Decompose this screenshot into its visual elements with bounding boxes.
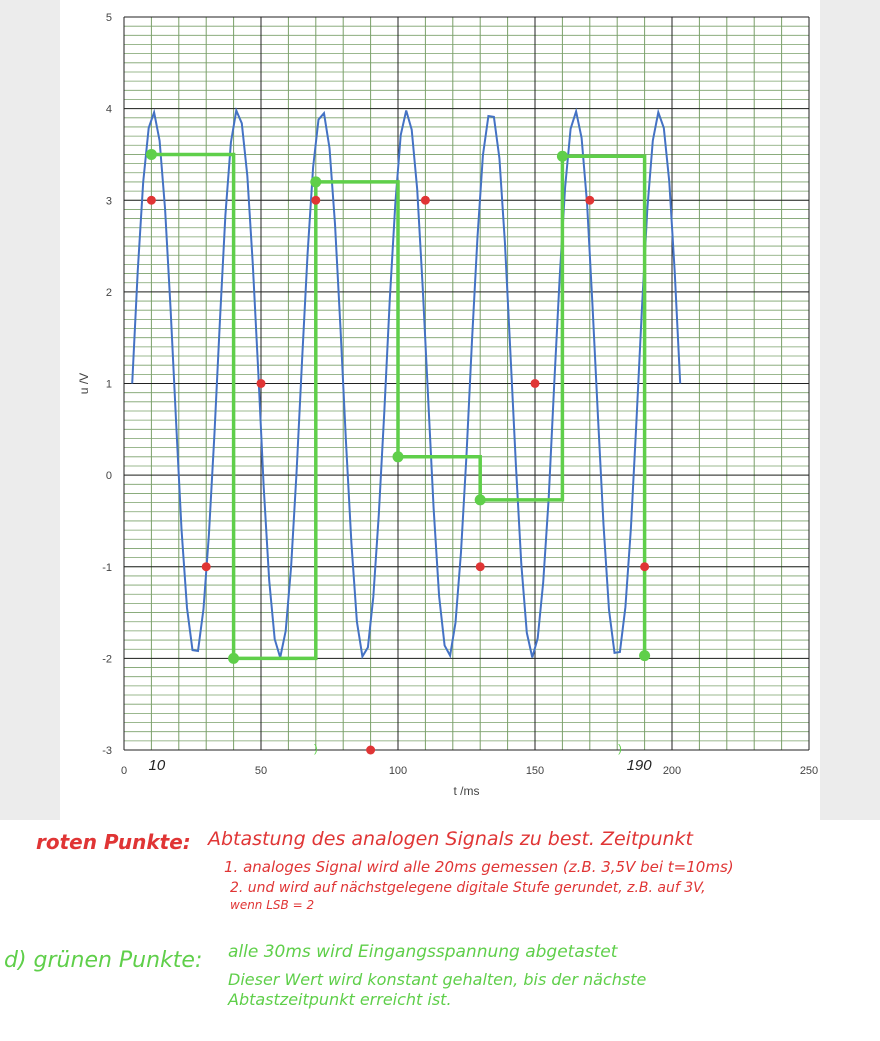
green-note-line-2: Dieser Wert wird konstant gehalten, bis der nächste [228, 970, 647, 989]
sample-hold-point [475, 494, 486, 505]
quantized-sample-point [366, 746, 375, 755]
quantized-sample-point [476, 562, 485, 571]
x-tick-label: 50 [254, 765, 268, 777]
handwritten-notes [0, 820, 880, 1041]
quantized-sample-point [147, 196, 156, 205]
small-mark: ) [313, 743, 318, 755]
x-tick-label: 0 [120, 765, 128, 777]
quantized-sample-point [202, 562, 211, 571]
y-tick-label: 4 [105, 103, 112, 116]
x-tick-label: 200 [662, 765, 682, 777]
small-mark: ) [618, 743, 622, 755]
quantized-sample-point [640, 562, 649, 571]
y-tick-label: -2 [102, 653, 112, 666]
y-tick-label: 5 [105, 12, 112, 24]
sample-hold-point [639, 650, 650, 661]
quantized-sample-point [585, 196, 594, 205]
quantized-sample-point [257, 379, 266, 388]
x-axis-label: t /ms [453, 784, 480, 798]
sample-hold-point [557, 151, 568, 162]
green-note-line-1: alle 30ms wird Eingangsspannung abgetastet [228, 942, 618, 962]
x-mark-label: 190 [626, 757, 652, 774]
voltage-time-chart [60, 0, 820, 820]
red-note-line-2: 1. analoges Signal wird alle 20ms gemessen (z.B. 3,5V bei t=10ms) [224, 858, 734, 876]
quantized-sample-point [421, 196, 430, 205]
red-note-line-4: wenn LSB = 2 [230, 898, 315, 912]
y-tick-label: 3 [105, 195, 112, 208]
quantized-sample-point [311, 196, 320, 205]
x-tick-label: 150 [525, 765, 545, 777]
red-note-line-3: 2. und wird auf nächstgelegene digitale Stufe gerundet, z.B. auf 3V, [230, 880, 706, 896]
sample-hold-point [228, 653, 239, 664]
y-axis-label: u /V [77, 372, 91, 395]
red-note-line-1: Abtastung des analogen Signals zu best. Zeitpunkt [208, 828, 694, 850]
x-tick-label: 250 [799, 765, 819, 777]
y-tick-label: 1 [105, 378, 112, 391]
sample-hold-point [310, 176, 321, 187]
y-tick-label: -3 [102, 745, 112, 757]
green-points-title: d) grünen Punkte: [4, 948, 203, 973]
y-tick-label: -1 [102, 561, 112, 574]
sample-hold-point [393, 451, 404, 462]
green-note-line-3: Abtastzeitpunkt erreicht ist. [228, 990, 452, 1009]
red-points-title: roten Punkte: [36, 830, 191, 854]
x-mark-label: 10 [148, 757, 166, 774]
x-tick-label: 100 [388, 765, 408, 777]
y-tick-label: 0 [105, 470, 112, 483]
quantized-sample-point [531, 379, 540, 388]
chart-sheet [60, 0, 820, 820]
y-tick-label: 2 [105, 286, 112, 299]
sample-hold-point [146, 149, 157, 160]
